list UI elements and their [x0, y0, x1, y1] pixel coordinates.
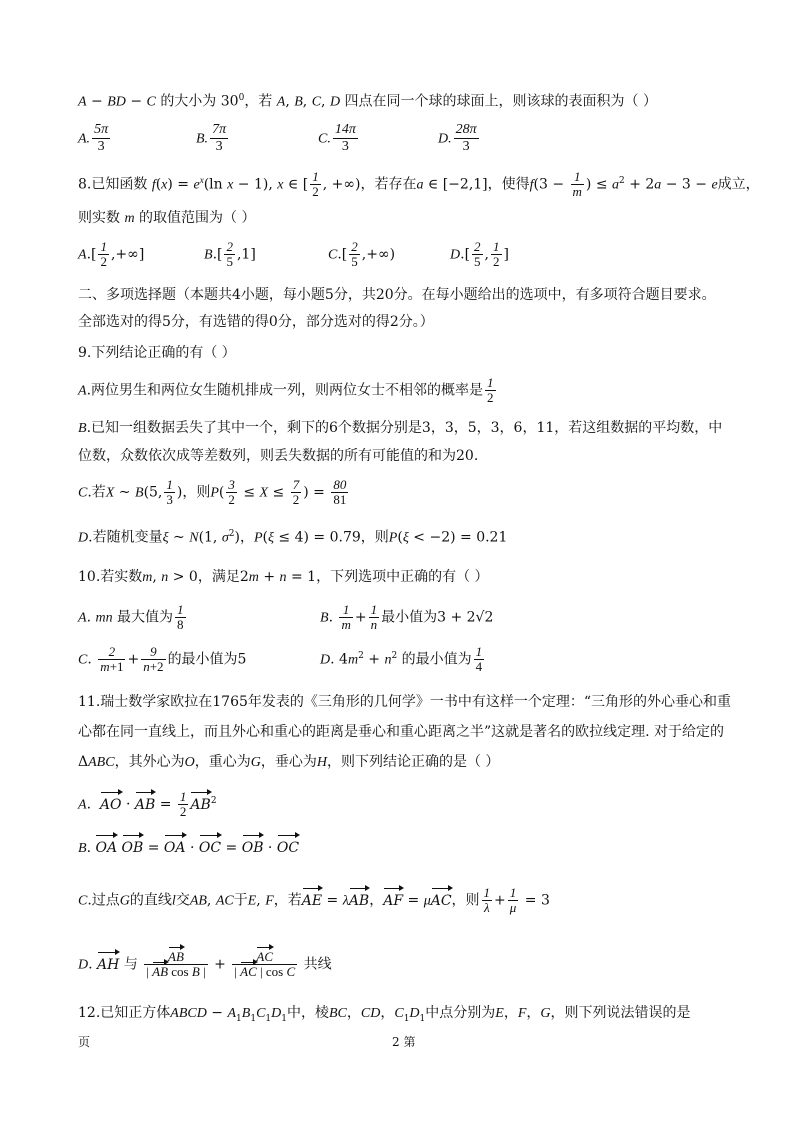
q7-text-c: 四点在同一个球的球面上，则该球的表面积为（ ）: [344, 93, 657, 110]
q8-option-c: C.[ $\frac{2}{5}$ ,+∞): [328, 239, 396, 269]
q10-option-a: A. mn 最大值为 $\frac{1}{8}$: [78, 602, 184, 632]
q12-stem: 12.已知正方体ABCD − $A_1B_1C_1D_1$中，棱BC，CD，$C_1D_1$中点分别为E，F，G，则下列说法错误的是: [78, 1005, 691, 1024]
q8-line-2: 则实数 m 的取值范围为（ ）: [78, 210, 256, 226]
footer-left: 页: [78, 1035, 91, 1049]
q8-text3: ，使得: [487, 176, 530, 193]
q10-stem: 10.若实数m, n > 0，满足2m + n = 1，下列选项中正确的有（ ）: [78, 569, 489, 585]
q11-option-c: C.过点G的直线l交AB, AC于E, F，若AE = λAB，AF = μAC，则 $\frac{1}{\lambda}$ + $\frac{1}{\mu}$ = 3: [78, 885, 550, 915]
q7-option-a: A. $\frac{5\pi}{3}$: [78, 122, 109, 154]
q9-option-b-line1: B.已知一组数据丢失了其中一个，剩下的6个数据分别是3，3，5，3，6，11，若这组数据的平均数，中: [78, 420, 723, 436]
q8-text4: 成立，: [717, 176, 760, 193]
q8-option-d: D.[ $\frac{2}{5}$ , $\frac{1}{2}$ ]: [450, 239, 509, 269]
q7-option-b: B. $\frac{7\pi}{3}$: [196, 122, 227, 154]
q7-text-b: ，若: [244, 93, 273, 110]
q9-option-a: A.两位男生和两位女生随机排成一列，则两位女士不相邻的概率是 $\frac{1}{2}$: [78, 375, 494, 405]
q7-text-a: 的大小为: [160, 93, 217, 110]
q11-option-b: B. OA OB = OA · OC = OB · OC: [78, 840, 300, 856]
q11-option-d: D. AH 与 $\frac{AB}{\text{| AB cos B |}}$ + $\frac{AC}{\text{| AC | cos C}}$ 共线: [78, 949, 332, 979]
footer-page-number: 2 第: [392, 1035, 416, 1049]
q9-option-d: D.若随机变量ξ ~ N(1, $\sigma^2$)，P(ξ ≤ 4) = 0.79，则P(ξ < −2) = 0.21: [78, 529, 508, 546]
q10-option-c: C. $\frac{2}{m+1}$ + $\frac{9}{n+2}$ 的最小值为5: [78, 644, 247, 674]
q8-option-a: A.[ $\frac{1}{2}$ ,+∞]: [78, 239, 145, 269]
q11-line-1: 11.瑞士数学家欧拉在1765年发表的《三角形的几何学》一书中有这样一个定理：“三角形的外心垂心和重: [78, 694, 732, 710]
q9-stem: 9.下列结论正确的有（ ）: [78, 345, 236, 361]
q10-option-b: B. $\frac{1}{m}$ + $\frac{1}{n}$ 最小值为3 + 2√2: [320, 602, 494, 632]
q9-option-c: C.若X ~ B(5, $\frac{1}{3}$ )，则P( $\frac{3}{2}$ ≤ X ≤ $\frac{7}{2}$ ) = $\frac{80}{81}$: [78, 477, 347, 507]
q9-option-b-line2: 位数，众数依次成等差数列，则丢失数据的所有可能值的和为20.: [78, 448, 479, 464]
q7-tail-line: A − BD − C 的大小为 $30^0$，若 A, B, C, D 四点在同一个球的球面上，则该球的表面积为（ ）: [78, 93, 657, 110]
q8-line-1: 8.已知函数 $f(x) = e^x(\ln$ x − 1), x ∈ [ $\frac{1}{2}$ , +∞)，若存在a ∈ [−2,1]，使得f(3 − $\frac{1}{m}$ ) ≤ $a^2 + 2a - 3 - e$成立，: [78, 169, 760, 200]
section2-line-2: 全部选对的得5分，有选错的得0分，部分选对的得2分。）: [78, 314, 434, 330]
q8-text2: ，若存在: [360, 176, 417, 193]
q11-line-3: ΔABC，其外心为O，重心为G，垂心为H，则下列结论正确的是（ ）: [78, 754, 500, 770]
section2-line-1: 二、多项选择题（本题共4小题，每小题5分，共20分。在每小题给出的选项中，有多项符合题目要求。: [78, 287, 716, 303]
q7-option-c: C. $\frac{14\pi}{3}$: [318, 122, 356, 154]
q10-option-d: D. $4m^2 + n^2$ 的最小值为 $\frac{1}{4}$: [320, 644, 483, 674]
q11-line-2: 心都在同一直线上，而且外心和重心的距离是垂心和重心距离之半”这就是著名的欧拉线定理. 对于给定的: [78, 724, 725, 740]
q8-text: 8.已知函数: [78, 176, 148, 193]
q7-option-d: D. $\frac{28\pi}{3}$: [438, 122, 477, 154]
q11-option-a: A. AO · AB = $\frac{1}{2}$ $AB^2$: [78, 789, 217, 819]
q8-option-b: B.[ $\frac{2}{5}$ ,1]: [204, 239, 256, 269]
